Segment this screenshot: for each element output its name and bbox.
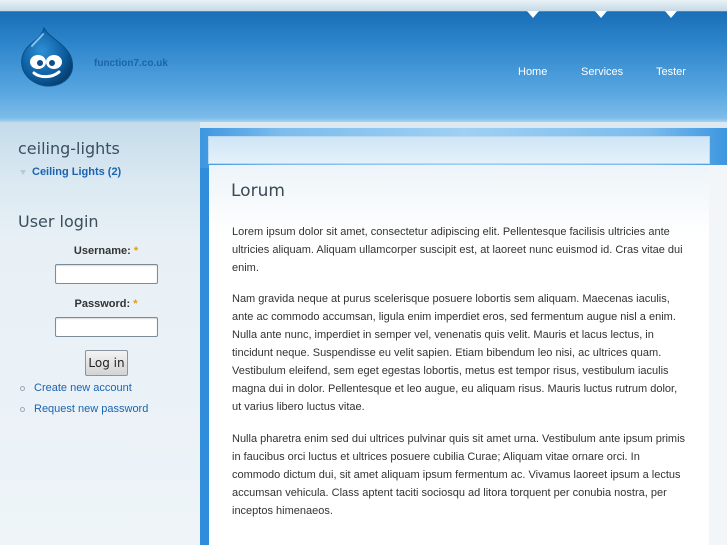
taxonomy-block-title: ceiling-lights (18, 139, 120, 158)
nav-home[interactable]: Home (518, 66, 548, 78)
content-top-bar (208, 136, 710, 164)
body-paragraph-3: Nulla pharetra enim sed dui ultrices pulvinar quis sit amet urna. Vestibulum ante ipsum primis in faucibus orci luctus et ultrices posuere cubilia Curae; Aliquam vitae ornare orci. In commodo dictum dui, sit amet aliquam ipsum fermentum ac. Vivamus laoreet ipsum a lectus accumsan vehicula. Class aptent taciti sociosqu ad litora torquent per conubia nostra, per inceptos himenaeos. (232, 433, 686, 517)
request-password-item (20, 403, 148, 415)
password-label-text: Password: (74, 298, 131, 310)
username-label-text: Username: (73, 245, 131, 257)
create-account-item (20, 382, 132, 394)
nav-services[interactable]: Services (581, 66, 624, 78)
bullet-icon (20, 407, 25, 412)
required-mark: * (133, 298, 138, 310)
primary-nav (0, 66, 727, 80)
password-label (0, 298, 212, 310)
header-top-strip (0, 0, 727, 11)
content-right-edge (709, 165, 727, 545)
taxonomy-item (20, 166, 121, 178)
username-input[interactable] (55, 264, 158, 284)
nav-marker-icon (595, 11, 607, 18)
username-label (0, 245, 212, 257)
site-header (0, 0, 727, 122)
bullet-icon (20, 386, 25, 391)
body-paragraph-2: Nam gravida neque at purus scelerisque posuere lobortis sem aliquam. Maecenas iaculis, ante ac commodo accumsan, ligula enim imperdiet eros, sed fermentum augue nisl a enim. Nulla ante nunc, imperdiet in semper vel, venenatis quis velit. Mauris et lacus lectus, in tincidunt neque. Suspendisse eu velit sapien. Etiam bibendum leo nisi, ac ultrices quam. Vestibulum eleifend, sem eget egestas lobortis, metus est tempor risus, vestibulum iaculis magna dui in dolor. Pellentesque et leo augue, eu aliquam risus. Mauris luctus rutrum dolor, ut varius libero luctus vitae. (232, 293, 678, 413)
expand-arrow-icon (20, 170, 26, 175)
nav-marker-icon (527, 11, 539, 18)
required-mark: * (133, 245, 139, 257)
login-button[interactable]: Log in (85, 350, 128, 376)
page-title: Lorum (231, 181, 285, 201)
nav-marker-icon (665, 11, 677, 18)
request-password-link[interactable]: Request new password (34, 403, 149, 415)
login-block-title: User login (18, 212, 99, 231)
site-name[interactable]: function7.co.uk (94, 58, 168, 69)
body-paragraph-1: Lorem ipsum dolor sit amet, consectetur adipiscing elit. Pellentesque facilisis ultricies ante ultricies aliquam. Aliquam ullamcorper suscipit est, at laoreet nunc euismod id. Cras vitae dui enim. (232, 226, 683, 274)
create-account-link[interactable]: Create new account (34, 382, 132, 394)
password-input[interactable] (55, 317, 158, 337)
nav-tester[interactable]: Tester (656, 66, 686, 78)
ceiling-lights-link[interactable]: Ceiling Lights (2) (32, 166, 122, 178)
